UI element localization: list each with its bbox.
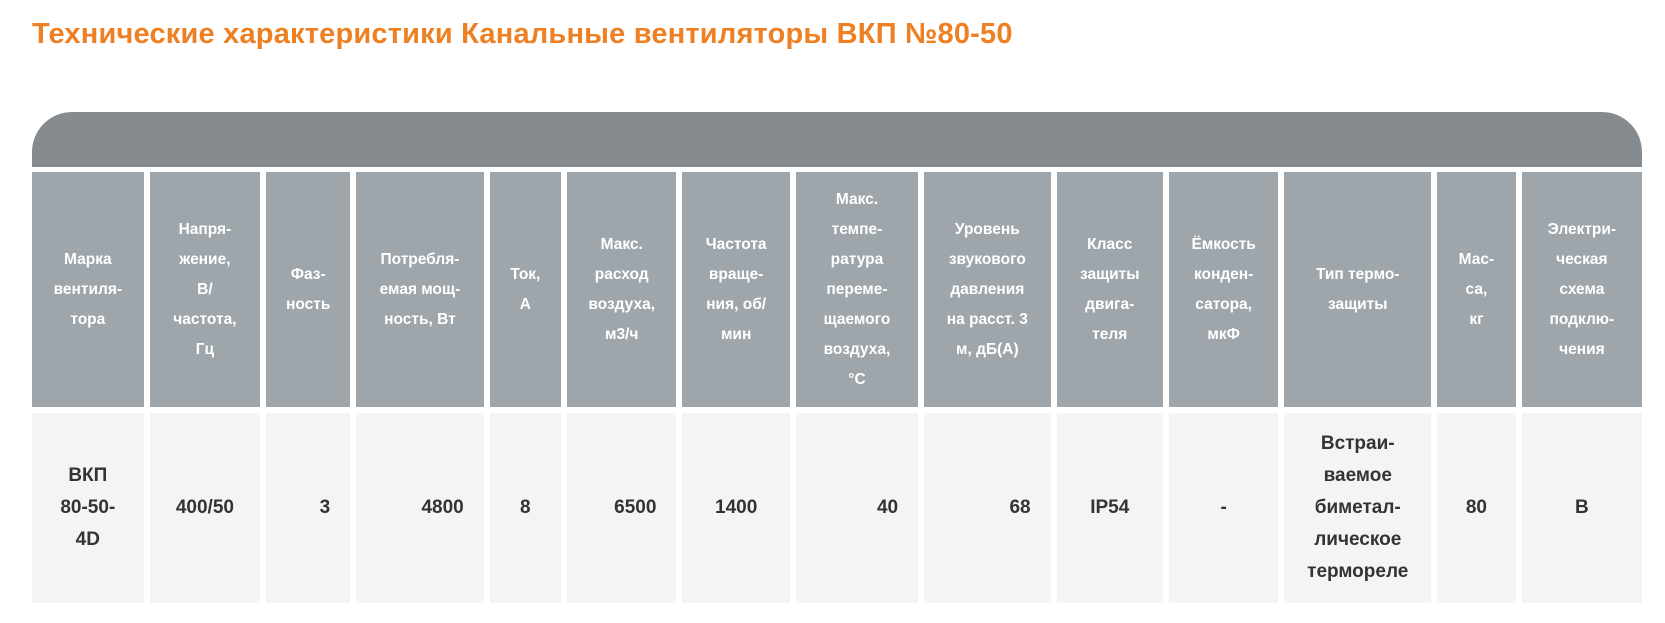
cell-model: ВКП 80-50- 4D [32,413,144,603]
specs-table [26,172,1648,603]
header-noise: Уровень звукового давления на расст. 3 м, дБ(А) [924,172,1051,407]
header-rpm: Частота враще- ния, об/ мин [682,172,789,407]
cell-thermal-protection: Встраи- ваемое биметал- лическое термореле [1284,413,1431,603]
table-header-row [32,172,1642,407]
header-airflow: Макс. расход воздуха, м3/ч [567,172,677,407]
cell-phases: 3 [266,413,350,603]
cell-max-temp: 40 [796,413,918,603]
cell-mass: 80 [1437,413,1516,603]
page-title: Технические характеристики Канальные вентиляторы ВКП №80-50 [32,18,1013,50]
cell-rpm: 1400 [682,413,789,603]
cell-protection-class: IP54 [1057,413,1163,603]
table-header-bar [32,112,1642,167]
cell-power: 4800 [356,413,484,603]
header-protection-class: Класс защиты двига- теля [1057,172,1163,407]
cell-current: 8 [490,413,561,603]
header-max-temp: Макс. темпе- ратура переме- щаемого воздуха, °С [796,172,918,407]
cell-airflow: 6500 [567,413,677,603]
cell-noise: 68 [924,413,1051,603]
table-row [32,413,1642,603]
cell-wiring-scheme: В [1522,413,1642,603]
cell-voltage: 400/50 [150,413,261,603]
header-wiring-scheme: Электри- ческая схема подклю- чения [1522,172,1642,407]
cell-capacitor: - [1169,413,1279,603]
header-voltage: Напря- жение, В/ частота, Гц [150,172,261,407]
header-capacitor: Ёмкость конден- сатора, мкФ [1169,172,1279,407]
header-thermal-protection: Тип термо- защиты [1284,172,1431,407]
header-model: Марка вентиля- тора [32,172,144,407]
header-mass: Мас- са, кг [1437,172,1516,407]
header-power: Потребля- емая мощ- ность, Вт [356,172,484,407]
header-current: Ток, А [490,172,561,407]
header-phases: Фаз- ность [266,172,350,407]
